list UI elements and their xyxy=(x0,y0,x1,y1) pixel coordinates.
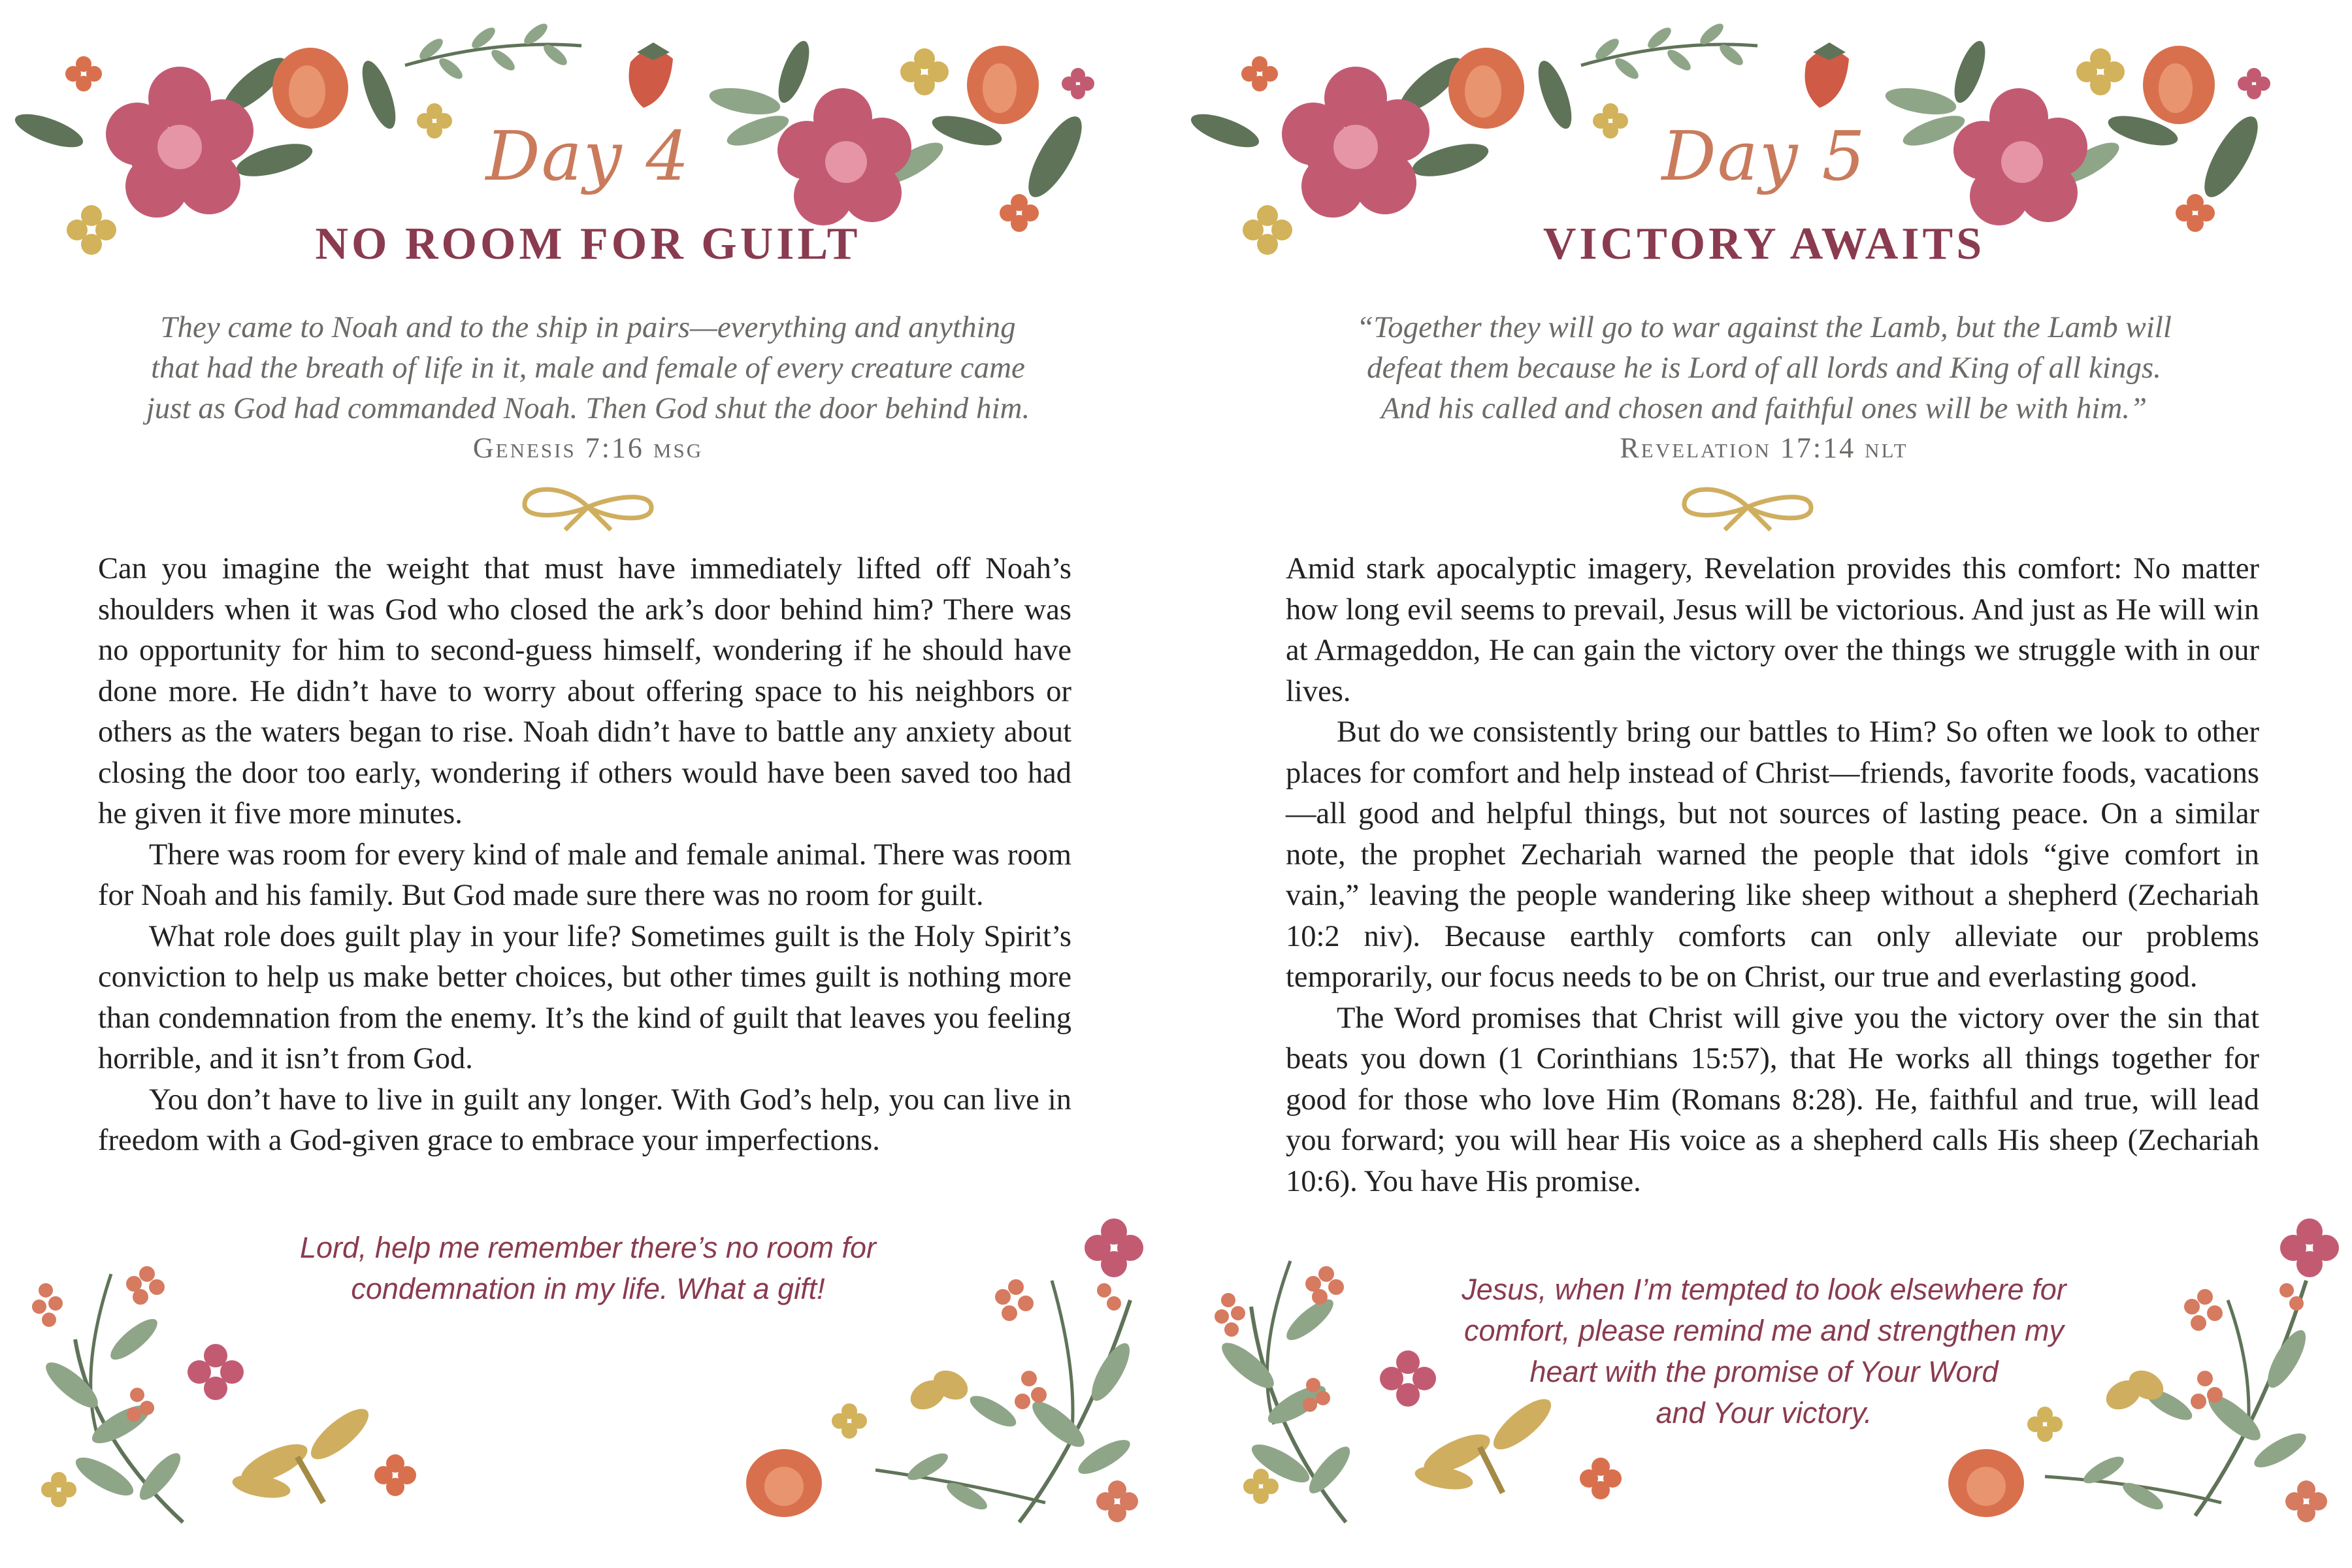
closing-prayer xyxy=(0,1227,1176,1309)
body-paragraph: Amid stark apocalyptic imagery, Revelation provides this comfort: No matter how long evil seems to prevail, Jesus will be victorious. And just as He will win at Armageddon, He can gain the victory over the things we struggle with in our lives. xyxy=(1286,552,2259,708)
scripture-verse xyxy=(78,307,1098,429)
prayer-line: condemnation in my life. What a gift! xyxy=(351,1272,825,1305)
body-paragraph: The Word promises that Christ will give you the victory over the sin that beats you down (1 Corinthians 15:57), that He works all things together for good for those who love Him (Romans 8:28). He, faithful and true, will lead you forward; you will hear His voice as a shepherd calls His sheep (Zechariah 10:6). You have His promise. xyxy=(1286,1001,2259,1198)
prayer-line: comfort, please remind me and strengthen my xyxy=(1464,1314,2064,1347)
closing-prayer xyxy=(1176,1269,2352,1433)
verse-line: And his called and chosen and faithful ones will be with him.” xyxy=(1380,391,2148,425)
body-paragraph: There was room for every kind of male and female animal. There was room for Noah and his family. But God made sure there was no room for guilt. xyxy=(98,838,1071,912)
verse-line: They came to Noah and to the ship in pairs—everything and anything xyxy=(160,310,1016,344)
body-paragraph: You don’t have to live in guilt any longer. With God’s help, you can live in freedom with a God-given grace to embrace your imperfections. xyxy=(98,1083,1071,1157)
prayer-line: and Your victory. xyxy=(1656,1396,1872,1429)
ribbon-bow-icon xyxy=(1673,481,1823,533)
scripture-reference: Genesis 7:16 msg xyxy=(472,432,704,464)
body-paragraph: Can you imagine the weight that must have immediately lifted off Noah’s shoulders when it was God who closed the ark’s door behind him? There was no opportunity for him to second-guess himself, wondering if he should have done more. He didn’t have to worry about offering space to his neighbors or others as the waters began to rise. Noah didn’t have to battle any anxiety about closing the door too early, wondering if others would have been saved too had he given it five more minutes. xyxy=(98,552,1071,830)
body-paragraph: But do we consistently bring our battles to Him? So often we look to other places for comfort and help instead of Christ—friends, favorite foods, vacations—all good and helpful things, but not sources of lasting peace. On a similar note, the prophet Zechariah warned the people that idols “give comfort in vain,” leaving the people wandering like sheep without a shepherd (Zechariah 10:2 niv). Because earthly comforts can only alleviate our problems temporarily, our focus needs to be on Christ, our true and everlasting good. xyxy=(1286,715,2259,994)
scripture-reference: Revelation 17:14 nlt xyxy=(1620,432,1908,464)
body-paragraph: What role does guilt play in your life? Sometimes guilt is the Holy Spirit’s conviction to help us make better choices, but other times guilt is nothing more than condemnation from the enemy. It’s the kind of guilt that leaves you feeling horrible, and it isn’t from God. xyxy=(98,919,1071,1075)
page-day-5 xyxy=(1176,0,2352,1568)
verse-line: “Together they will go to war against the Lamb, but the Lamb will xyxy=(1356,310,2172,344)
devotional-body xyxy=(98,549,1071,1162)
day-number: Day 5 xyxy=(1661,116,1867,196)
day-number: Day 4 xyxy=(485,116,691,196)
scripture-verse xyxy=(1254,307,2274,429)
prayer-line: heart with the promise of Your Word xyxy=(1529,1355,1999,1388)
devotional-title: NO ROOM FOR GUILT xyxy=(315,219,861,269)
devotional-body xyxy=(1286,549,2259,1202)
verse-line: defeat them because he is Lord of all lords and King of all kings. xyxy=(1367,351,2161,385)
devotional-title: VICTORY AWAITS xyxy=(1543,219,1985,269)
verse-line: just as God had commanded Noah. Then God shut the door behind him. xyxy=(146,391,1030,425)
prayer-line: Lord, help me remember there’s no room for xyxy=(299,1231,877,1264)
prayer-line: Jesus, when I’m tempted to look elsewhere for xyxy=(1462,1273,2066,1306)
ribbon-bow-icon xyxy=(513,481,663,533)
verse-line: that had the breath of life in it, male and female of every creature came xyxy=(151,351,1025,385)
